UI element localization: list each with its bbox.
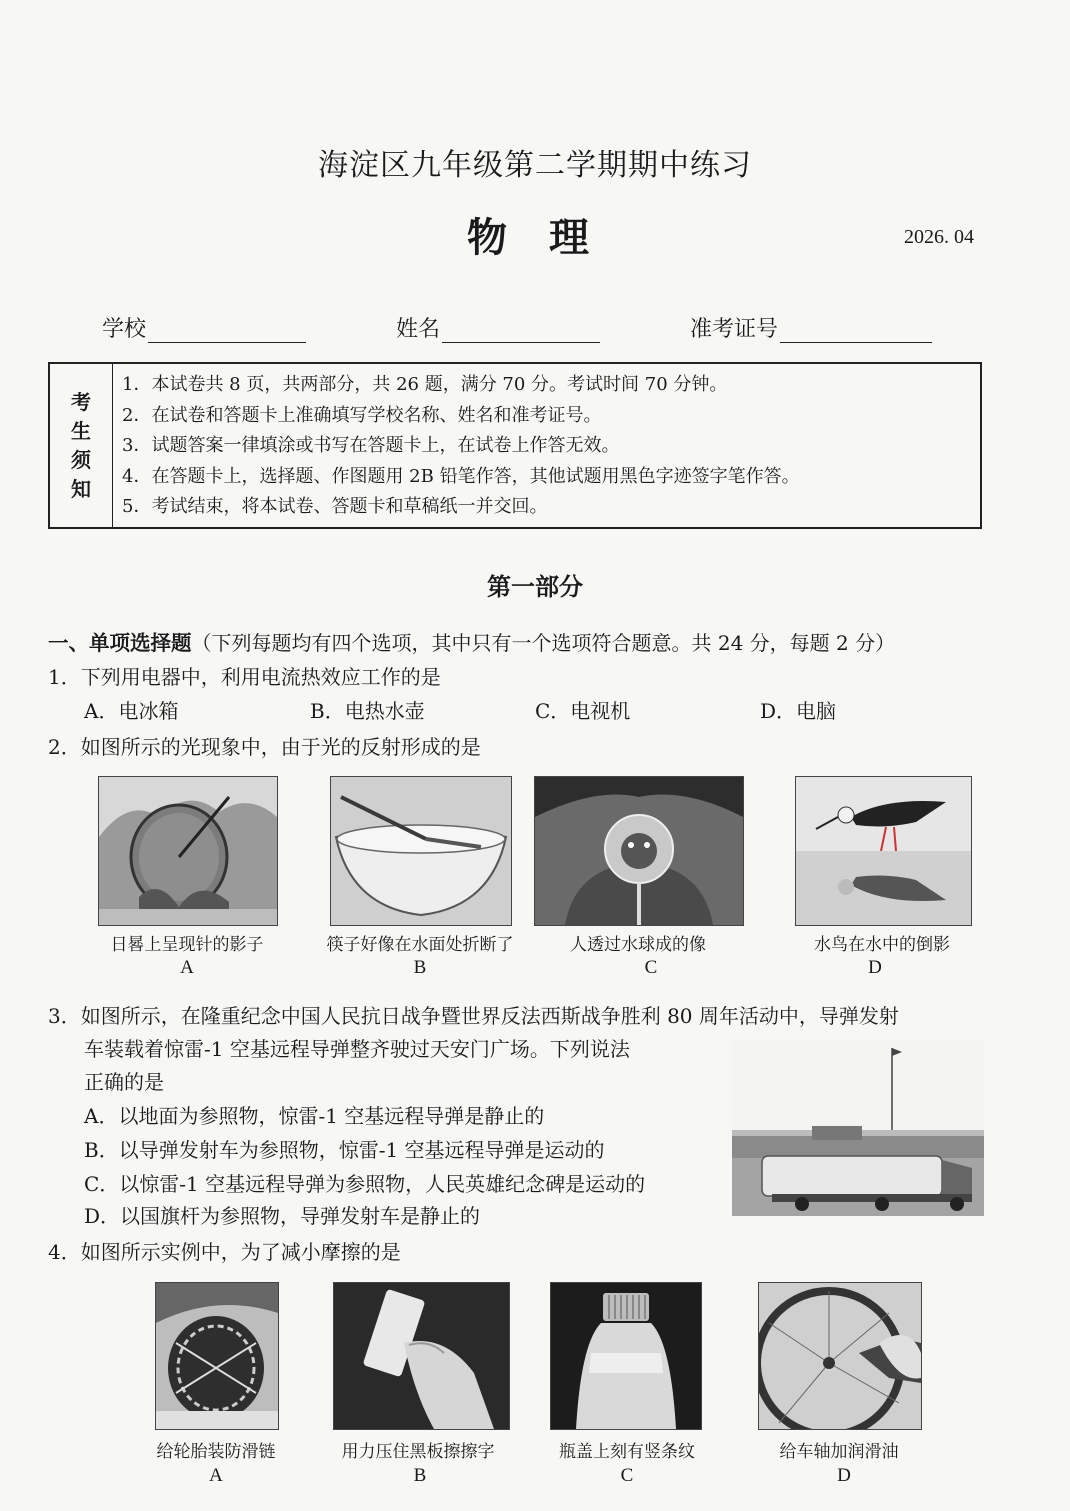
- bottle-cap-photo: [550, 1282, 702, 1430]
- exam-date: 2026. 04: [904, 226, 974, 248]
- q2-letter-b: B: [413, 957, 427, 978]
- q3-option-a: A．以地面为参照物，惊雷-1 空基远程导弹是静止的: [84, 1104, 545, 1128]
- q2-caption-c: 人透过水球成的像: [570, 935, 706, 955]
- q1-option-a: A．电冰箱: [84, 699, 179, 723]
- q2-letter-a: A: [180, 957, 194, 978]
- q4-caption-a: 给轮胎装防滑链: [156, 1442, 276, 1462]
- q1-option-d: D．电脑: [760, 699, 837, 723]
- sundial-photo: [98, 776, 278, 926]
- q3-option-d: D．以国旗杆为参照物，导弹发射车是静止的: [84, 1204, 481, 1228]
- candidate-notice-box: [48, 362, 982, 529]
- question-4-stem: 4．如图所示实例中，为了减小摩擦的是: [48, 1240, 401, 1264]
- q2-letter-d: D: [868, 957, 882, 978]
- name-blank[interactable]: [442, 316, 600, 343]
- q4-letter-c: C: [620, 1465, 634, 1486]
- q1-option-c: C．电视机: [535, 699, 631, 723]
- q4-letter-b: B: [413, 1465, 427, 1486]
- part-one-title: 第一部分: [487, 572, 583, 601]
- q4-letter-a: A: [209, 1465, 223, 1486]
- q4-caption-c: 瓶盖上刻有竖条纹: [559, 1442, 695, 1462]
- tire-chain-photo: [155, 1282, 279, 1430]
- q2-caption-d: 水鸟在水中的倒影: [814, 935, 950, 955]
- q3-option-c: C．以惊雷-1 空基远程导弹为参照物，人民英雄纪念碑是运动的: [84, 1172, 646, 1196]
- school-field: [102, 312, 306, 343]
- blackboard-eraser-photo: [333, 1282, 510, 1430]
- q2-caption-a: 日晷上呈现针的影子: [110, 935, 264, 955]
- subject-title: 物 理: [467, 214, 603, 261]
- water-ball-photo: [534, 776, 744, 926]
- question-2-stem: 2．如图所示的光现象中，由于光的反射形成的是: [48, 735, 481, 759]
- q3-option-b: B．以导弹发射车为参照物，惊雷-1 空基远程导弹是运动的: [84, 1138, 605, 1162]
- notice-label: 考 生 须 知: [50, 364, 113, 527]
- question-1-stem: 1．下列用电器中，利用电流热效应工作的是: [48, 665, 441, 689]
- bird-reflection-photo: [795, 776, 972, 926]
- exam-id-label: 准考证号: [690, 317, 779, 342]
- name-label: 姓名: [396, 317, 441, 342]
- exam-id-blank[interactable]: [780, 316, 932, 343]
- question-3-stem-line2: 车装载着惊雷-1 空基远程导弹整齐驶过天安门广场。下列说法: [84, 1037, 630, 1061]
- q2-caption-b: 筷子好像在水面处折断了: [326, 935, 514, 955]
- question-3-stem-line3: 正确的是: [84, 1070, 164, 1094]
- q1-option-b: B．电热水壶: [310, 699, 425, 723]
- q4-letter-d: D: [837, 1465, 851, 1486]
- section-heading: 一、单项选择题（下列每题均有四个选项，其中只有一个选项符合题意。共 24 分，每题 2 分）: [48, 631, 896, 655]
- notice-item: 1．本试卷共 8 页，共两部分，共 26 题，满分 70 分。考试时间 70 分钟。: [122, 374, 728, 395]
- q2-letter-c: C: [644, 957, 658, 978]
- school-label: 学校: [102, 317, 147, 342]
- notice-item: 3．试题答案一律填涂或书写在答题卡上，在试卷上作答无效。: [122, 435, 620, 456]
- notice-item: 2．在试卷和答题卡上准确填写学校名称、姓名和准考证号。: [122, 404, 602, 426]
- notice-list: [122, 370, 800, 523]
- axle-lubrication-photo: [758, 1282, 922, 1430]
- bowl-chopsticks-photo: [330, 776, 512, 926]
- q4-caption-d: 给车轴加润滑油: [779, 1442, 899, 1462]
- q4-caption-b: 用力压住黑板擦擦字: [341, 1442, 495, 1462]
- school-blank[interactable]: [148, 316, 306, 343]
- notice-item: 5．考试结束，将本试卷、答题卡和草稿纸一并交回。: [122, 496, 548, 517]
- name-field: [396, 312, 600, 343]
- question-3-stem-line1: 3．如图所示，在隆重纪念中国人民抗日战争暨世界反法西斯战争胜利 80 周年活动中，导弹发射: [48, 1004, 899, 1028]
- missile-vehicle-photo: [732, 1040, 984, 1216]
- notice-item: 4．在答题卡上，选择题、作图题用 2B 铅笔作答，其他试题用黑色字迹签字笔作答。: [122, 465, 800, 487]
- exam-title: 海淀区九年级第二学期期中练习: [318, 148, 752, 183]
- exam-id-field: [690, 312, 932, 343]
